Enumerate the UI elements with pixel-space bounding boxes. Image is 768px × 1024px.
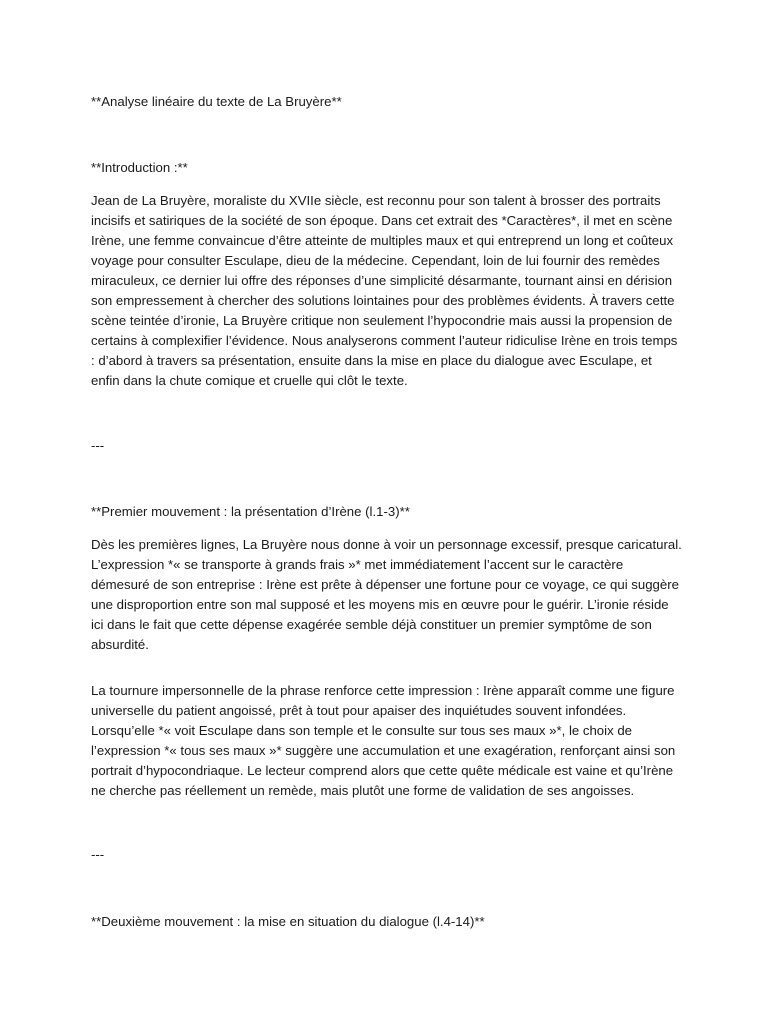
section-separator: --- bbox=[91, 438, 105, 453]
section1-heading: **Premier mouvement : la présentation d’Irène (l.1-3)** bbox=[91, 504, 410, 519]
intro-heading: **Introduction :** bbox=[91, 160, 188, 175]
section-separator: --- bbox=[91, 847, 105, 862]
section1-paragraph-1: Dès les premières lignes, La Bruyère nous donne à voir un personnage excessif, presque caricatural. L’expression *« se transporte à grands frais »* met immédiatement l’accent sur le caractère démesuré de son entreprise : Irène est prête à dépenser une fortune pour ce voyage, ce qui suggère une disproportion entre son mal supposé et les moyens mis en œuvre pour le guérir. L’ironie réside ici dans le fait que cette dépense exagérée semble déjà constituer un premier symptôme de son absurdité. bbox=[91, 537, 682, 652]
section2-heading: **Deuxième mouvement : la mise en situation du dialogue (l.4-14)** bbox=[91, 914, 485, 929]
intro-paragraph: Jean de La Bruyère, moraliste du XVIIe siècle, est reconnu pour son talent à brosser des portraits incisifs et satiriques de la société de son époque. Dans cet extrait des *Caractères*, il met en scène Irène, une femme convaincue d’être atteinte de multiples maux et qui entreprend un long et coûteux voyage pour consulter Esculape, dieu de la médecine. Cependant, loin de lui fournir des remèdes miraculeux, ce dernier lui offre des réponses d’une simplicité désarmante, tournant ainsi en dérision son empressement à chercher des solutions lointaines pour des problèmes évidents. À travers cette scène teintée d’ironie, La Bruyère critique non seulement l’hypocondrie mais aussi la propension de certains à complexifier l’évidence. Nous analyserons comment l’auteur ridiculise Irène en trois temps : d’abord à travers sa présentation, ensuite dans la mise en place du dialogue avec Esculape, et enfin dans la chute comique et cruelle qui clôt le texte. bbox=[91, 193, 678, 388]
document-title: **Analyse linéaire du texte de La Bruyère** bbox=[91, 94, 342, 109]
section1-paragraph-2: La tournure impersonnelle de la phrase renforce cette impression : Irène apparaît comme une figure universelle du patient angoissé, prêt à tout pour apaiser des inquiétudes souvent infondées. Lorsqu’elle *« voit Esculape dans son temple et le consulte sur tous ses maux »*, le choix de l’expression *« tous ses maux »* suggère une accumulation et une exagération, renforçant ainsi son portrait d’hypocondriaque. Le lecteur comprend alors que cette quête médicale est vaine et qu’Irène ne cherche pas réellement un remède, mais plutôt une forme de validation de ses angoisses. bbox=[91, 683, 676, 798]
